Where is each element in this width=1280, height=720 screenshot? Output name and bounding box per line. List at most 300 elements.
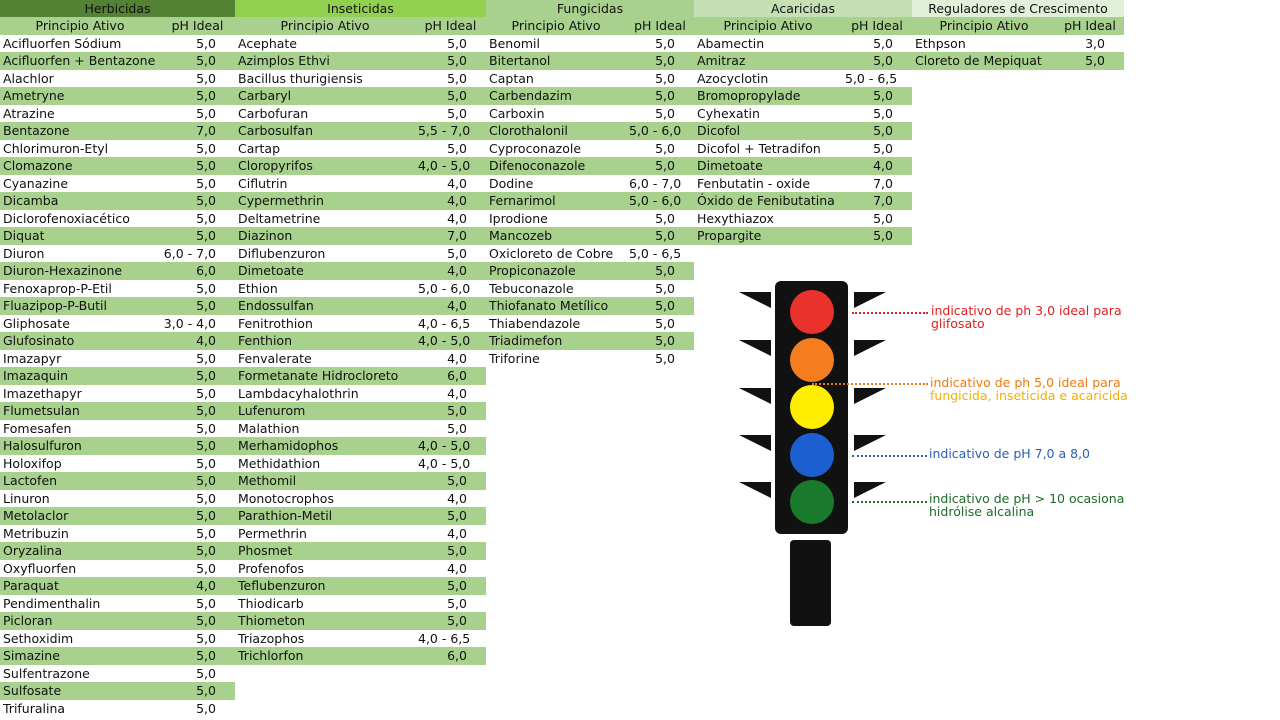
active-ingredient: Carboxin xyxy=(489,105,545,121)
table-row xyxy=(0,385,235,403)
table-row xyxy=(694,192,912,210)
active-ingredient: Mancozeb xyxy=(489,228,553,243)
note-red xyxy=(931,304,1122,330)
active-ingredient: Dimetoate xyxy=(238,263,304,278)
active-ingredient: Cyhexatin xyxy=(697,105,760,121)
table-row xyxy=(486,297,694,315)
ph-value: 5,0 xyxy=(447,543,467,558)
reguladores-rows xyxy=(912,35,1124,70)
table-row xyxy=(0,525,235,543)
ph-value: 5,0 xyxy=(196,508,216,523)
active-ingredient: Carbaryl xyxy=(238,88,292,103)
active-ingredient: Glufosinato xyxy=(3,333,75,348)
table-row xyxy=(694,210,912,228)
table-row xyxy=(235,402,486,420)
ph-value: 5,0 xyxy=(655,280,675,296)
table-row xyxy=(0,315,235,333)
inseticidas-header: Inseticidas xyxy=(235,0,486,17)
table-row xyxy=(235,612,486,630)
table-row xyxy=(235,595,486,613)
acaricidas-name-header: Principio Ativo xyxy=(723,18,813,33)
table-row xyxy=(486,157,694,175)
ph-value: 5,0 xyxy=(447,420,467,436)
active-ingredient: Phosmet xyxy=(238,543,293,558)
leader-green xyxy=(852,501,927,503)
active-ingredient: Holoxifop xyxy=(3,455,62,471)
table-row xyxy=(486,140,694,158)
ph-value: 4,0 xyxy=(196,333,216,348)
inseticidas-name-header: Principio Ativo xyxy=(280,18,370,33)
active-ingredient: Benomil xyxy=(489,35,540,51)
ph-value: 5,0 xyxy=(196,228,216,243)
active-ingredient: Thiabendazole xyxy=(489,315,581,331)
reguladores-ph-header: pH Ideal xyxy=(1064,18,1116,33)
active-ingredient: Cartap xyxy=(238,140,281,156)
table-row xyxy=(235,577,486,595)
table-row xyxy=(0,612,235,630)
ph-value: 4,0 xyxy=(447,175,467,191)
ph-value: 6,0 - 7,0 xyxy=(163,245,216,261)
ph-value: 5,0 xyxy=(447,88,467,103)
table-row xyxy=(0,105,235,123)
active-ingredient: Oryzalina xyxy=(3,543,63,558)
table-row xyxy=(235,87,486,105)
ph-value: 5,0 xyxy=(196,630,216,646)
fin-left-5 xyxy=(739,482,771,522)
active-ingredient: Ametryne xyxy=(3,88,65,103)
ph-value: 5,0 xyxy=(196,700,216,716)
active-ingredient: Fenitrothion xyxy=(238,315,313,331)
table-row xyxy=(694,227,912,245)
table-row xyxy=(0,332,235,350)
ph-value: 5,0 xyxy=(655,298,675,313)
table-row xyxy=(0,35,235,53)
table-row xyxy=(0,157,235,175)
active-ingredient: Propiconazole xyxy=(489,263,576,278)
active-ingredient: Pendimenthalin xyxy=(3,595,101,611)
ph-value: 5,0 xyxy=(196,70,216,86)
ph-value: 5,0 xyxy=(196,140,216,156)
active-ingredient: Dicofol xyxy=(697,123,741,138)
ph-value: 7,0 xyxy=(196,123,216,138)
table-row xyxy=(486,280,694,298)
herbicidas-column xyxy=(0,0,235,717)
active-ingredient: Bacillus thurigiensis xyxy=(238,70,363,86)
ph-value: 5,0 xyxy=(196,193,216,208)
table-row xyxy=(694,52,912,70)
table-row xyxy=(486,315,694,333)
active-ingredient: Ciflutrin xyxy=(238,175,288,191)
ph-value: 6,0 xyxy=(196,263,216,278)
ph-value: 5,0 xyxy=(447,473,467,488)
table-row xyxy=(235,35,486,53)
ph-value: 5,0 xyxy=(655,158,675,173)
ph-value: 5,0 xyxy=(447,70,467,86)
table-row xyxy=(0,437,235,455)
active-ingredient: Acifluorfen Sódium xyxy=(3,35,122,51)
ph-value: 5,0 xyxy=(196,175,216,191)
ph-value: 5,0 - 6,0 xyxy=(629,193,682,208)
fin-left-2 xyxy=(739,340,771,380)
active-ingredient: Lactofen xyxy=(3,473,58,488)
table-row xyxy=(486,70,694,88)
ph-value: 4,0 xyxy=(873,158,893,173)
active-ingredient: Carbosulfan xyxy=(238,123,313,138)
table-row xyxy=(486,175,694,193)
table-row xyxy=(235,70,486,88)
inseticidas-subheader xyxy=(235,17,486,35)
reguladores-column xyxy=(912,0,1124,70)
ph-value: 5,0 xyxy=(196,53,216,68)
note-orange-line1: indicativo de ph 5,0 ideal para xyxy=(930,375,1121,390)
table-row xyxy=(0,560,235,578)
table-row xyxy=(486,122,694,140)
active-ingredient: Propargite xyxy=(697,228,762,243)
herbicidas-ph-header: pH Ideal xyxy=(171,18,224,33)
active-ingredient: Picloran xyxy=(3,613,53,628)
ph-value: 5,0 - 6,5 xyxy=(845,70,898,86)
ph-value: 5,0 xyxy=(873,53,893,68)
active-ingredient: Deltametrine xyxy=(238,210,321,226)
active-ingredient: Fenoxaprop-P-Etil xyxy=(3,280,112,296)
active-ingredient: Metribuzin xyxy=(3,525,69,541)
active-ingredient: Imazaquin xyxy=(3,368,68,383)
herbicidas-name-header: Principio Ativo xyxy=(35,18,125,33)
table-row xyxy=(235,210,486,228)
ph-value: 5,0 xyxy=(196,158,216,173)
active-ingredient: Difenoconazole xyxy=(489,158,586,173)
ph-value: 4,0 - 5,0 xyxy=(418,158,471,173)
note-red-line1: indicativo de ph 3,0 ideal para xyxy=(931,303,1122,318)
active-ingredient: Clorothalonil xyxy=(489,123,568,138)
active-ingredient: Fenthion xyxy=(238,333,292,348)
ph-value: 5,0 xyxy=(873,105,893,121)
table-row xyxy=(694,175,912,193)
table-row xyxy=(235,245,486,263)
ph-value: 3,0 xyxy=(1085,35,1105,51)
table-row xyxy=(486,192,694,210)
ph-value: 5,0 xyxy=(196,403,216,418)
table-row xyxy=(486,105,694,123)
ph-value: 5,0 xyxy=(196,350,216,366)
table-row xyxy=(486,227,694,245)
herbicidas-rows xyxy=(0,35,235,718)
ph-value: 5,0 xyxy=(655,70,675,86)
table-row xyxy=(235,157,486,175)
table-row xyxy=(235,560,486,578)
ph-value: 5,0 xyxy=(655,333,675,348)
fin-right-3 xyxy=(854,388,886,428)
note-orange xyxy=(930,376,1128,402)
table-row xyxy=(0,595,235,613)
ph-value: 5,0 xyxy=(196,665,216,681)
active-ingredient: Fenbutatin - oxide xyxy=(697,175,811,191)
ph-value: 7,0 xyxy=(873,193,893,208)
ph-value: 5,0 xyxy=(196,210,216,226)
active-ingredient: Bitertanol xyxy=(489,53,551,68)
table-row xyxy=(235,52,486,70)
table-row xyxy=(235,297,486,315)
table-row xyxy=(0,175,235,193)
ph-value: 5,0 xyxy=(196,648,216,663)
ph-value: 5,0 - 6,0 xyxy=(418,280,471,296)
active-ingredient: Clomazone xyxy=(3,158,73,173)
table-row xyxy=(235,437,486,455)
ph-value: 5,0 xyxy=(196,543,216,558)
table-row xyxy=(0,700,235,718)
traffic-light-pole xyxy=(790,540,831,626)
ph-value: 5,0 xyxy=(873,35,893,51)
active-ingredient: Endossulfan xyxy=(238,298,314,313)
ph-value: 4,0 xyxy=(447,490,467,506)
table-row xyxy=(0,227,235,245)
table-row xyxy=(694,105,912,123)
active-ingredient: Dodine xyxy=(489,175,534,191)
active-ingredient: Alachlor xyxy=(3,70,54,86)
active-ingredient: Cloreto de Mepiquat xyxy=(915,53,1042,68)
active-ingredient: Carbofuran xyxy=(238,105,309,121)
ph-value: 5,0 xyxy=(196,88,216,103)
acaricidas-rows xyxy=(694,35,912,245)
active-ingredient: Monotocrophos xyxy=(238,490,334,506)
active-ingredient: Hexythiazox xyxy=(697,210,774,226)
table-row xyxy=(0,647,235,665)
active-ingredient: Linuron xyxy=(3,490,50,506)
ph-value: 5,0 xyxy=(447,53,467,68)
ph-value: 5,0 xyxy=(447,613,467,628)
active-ingredient: Diuron xyxy=(3,245,45,261)
active-ingredient: Sethoxidim xyxy=(3,630,74,646)
active-ingredient: Atrazine xyxy=(3,105,55,121)
note-green xyxy=(929,492,1124,518)
active-ingredient: Methomil xyxy=(238,473,297,488)
table-row xyxy=(235,420,486,438)
active-ingredient: Paraquat xyxy=(3,578,59,593)
active-ingredient: Bentazone xyxy=(3,123,70,138)
ph-value: 5,0 xyxy=(447,140,467,156)
ph-value: 5,0 xyxy=(655,53,675,68)
ph-value: 5,0 xyxy=(196,280,216,296)
active-ingredient: Parathion-Metil xyxy=(238,508,333,523)
table-row xyxy=(0,280,235,298)
ph-value: 5,0 xyxy=(655,140,675,156)
table-row xyxy=(235,630,486,648)
ph-value: 5,0 xyxy=(655,263,675,278)
active-ingredient: Fenvalerate xyxy=(238,350,312,366)
table-row xyxy=(486,245,694,263)
ph-value: 5,0 xyxy=(873,210,893,226)
table-row xyxy=(0,210,235,228)
active-ingredient: Ethion xyxy=(238,280,278,296)
active-ingredient: Dimetoate xyxy=(697,158,763,173)
ph-value: 5,0 xyxy=(196,595,216,611)
active-ingredient: Imazapyr xyxy=(3,350,62,366)
ph-value: 4,0 xyxy=(447,193,467,208)
ph-value: 5,0 xyxy=(655,350,675,366)
active-ingredient: Azimplos Ethvi xyxy=(238,53,330,68)
active-ingredient: Ethpson xyxy=(915,35,966,51)
ph-value: 5,0 xyxy=(196,385,216,401)
table-row xyxy=(235,227,486,245)
herbicidas-subheader xyxy=(0,17,235,35)
active-ingredient: Diflubenzuron xyxy=(238,245,326,261)
ph-value: 4,0 xyxy=(447,525,467,541)
active-ingredient: Cyanazine xyxy=(3,175,69,191)
ph-value: 5,0 xyxy=(196,683,216,698)
fin-left-3 xyxy=(739,388,771,428)
ph-value: 5,0 xyxy=(196,613,216,628)
table-row xyxy=(235,385,486,403)
fungicidas-subheader xyxy=(486,17,694,35)
table-row xyxy=(0,192,235,210)
table-row xyxy=(486,87,694,105)
active-ingredient: Fernarimol xyxy=(489,193,556,208)
ph-value: 4,0 xyxy=(447,560,467,576)
active-ingredient: Sulfosate xyxy=(3,683,62,698)
active-ingredient: Thiofanato Metílico xyxy=(489,298,609,313)
table-row xyxy=(0,630,235,648)
active-ingredient: Lambdacyhalothrin xyxy=(238,385,359,401)
ph-value: 5,0 xyxy=(447,105,467,121)
active-ingredient: Permethrin xyxy=(238,525,307,541)
note-red-line2: glifosato xyxy=(931,316,985,331)
active-ingredient: Metolaclor xyxy=(3,508,69,523)
table-row xyxy=(694,35,912,53)
active-ingredient: Oxyfluorfen xyxy=(3,560,77,576)
table-row xyxy=(0,665,235,683)
active-ingredient: Thiodicarb xyxy=(238,595,304,611)
table-row xyxy=(0,262,235,280)
table-row xyxy=(235,105,486,123)
table-row xyxy=(486,350,694,368)
fin-right-2 xyxy=(854,340,886,380)
acaricidas-header: Acaricidas xyxy=(694,0,912,17)
ph-value: 5,0 xyxy=(655,88,675,103)
table-row xyxy=(235,507,486,525)
ph-value: 4,0 xyxy=(447,385,467,401)
table-row xyxy=(0,542,235,560)
ph-value: 3,0 - 4,0 xyxy=(163,315,216,331)
active-ingredient: Gliphosate xyxy=(3,315,70,331)
table-row xyxy=(0,682,235,700)
table-row xyxy=(235,455,486,473)
ph-value: 4,0 - 5,0 xyxy=(418,438,471,453)
table-row xyxy=(0,52,235,70)
active-ingredient: Fluazipop-P-Butil xyxy=(3,298,107,313)
table-row xyxy=(694,122,912,140)
active-ingredient: Diuron-Hexazinone xyxy=(3,263,123,278)
table-row xyxy=(235,315,486,333)
table-row xyxy=(912,52,1124,70)
table-row xyxy=(0,367,235,385)
reguladores-subheader xyxy=(912,17,1124,35)
active-ingredient: Trichlorfon xyxy=(238,648,304,663)
active-ingredient: Triforine xyxy=(489,350,540,366)
fin-left-1 xyxy=(739,292,771,332)
acaricidas-column xyxy=(694,0,912,245)
table-row xyxy=(235,542,486,560)
active-ingredient: Bromopropylade xyxy=(697,88,801,103)
table-row xyxy=(0,472,235,490)
note-orange-line2: fungicida, inseticida e acaricida xyxy=(930,388,1128,403)
active-ingredient: Acephate xyxy=(238,35,298,51)
ph-value: 4,0 xyxy=(447,263,467,278)
table-row xyxy=(486,210,694,228)
note-blue xyxy=(929,447,1090,460)
table-row xyxy=(235,192,486,210)
reguladores-header: Reguladores de Crescimento xyxy=(912,0,1124,17)
fin-left-4 xyxy=(739,435,771,475)
lamp-orange xyxy=(790,338,834,382)
ph-value: 6,0 - 7,0 xyxy=(629,175,682,191)
ph-value: 5,0 xyxy=(447,508,467,523)
active-ingredient: Chlorimuron-Etyl xyxy=(3,140,109,156)
reguladores-name-header: Principio Ativo xyxy=(939,18,1029,33)
ph-value: 6,0 xyxy=(447,368,467,383)
lamp-red xyxy=(790,290,834,334)
lamp-yellow xyxy=(790,385,834,429)
ph-value: 5,0 xyxy=(196,368,216,383)
ph-value: 5,0 xyxy=(873,140,893,156)
active-ingredient: Thiometon xyxy=(238,613,306,628)
table-row xyxy=(235,367,486,385)
table-row xyxy=(486,262,694,280)
ph-value: 4,0 - 5,0 xyxy=(418,455,471,471)
table-row xyxy=(235,122,486,140)
table-row xyxy=(694,140,912,158)
active-ingredient: Lufenurom xyxy=(238,403,306,418)
ph-value: 6,0 xyxy=(447,648,467,663)
ph-value: 5,0 xyxy=(873,123,893,138)
table-row xyxy=(0,455,235,473)
active-ingredient: Acifluorfen + Bentazone xyxy=(3,53,156,68)
ph-value: 4,0 - 5,0 xyxy=(418,333,471,348)
table-row xyxy=(235,140,486,158)
table-row xyxy=(0,140,235,158)
ph-value: 5,0 xyxy=(196,105,216,121)
active-ingredient: Abamectin xyxy=(697,35,765,51)
active-ingredient: Cyproconazole xyxy=(489,140,582,156)
table-row xyxy=(0,87,235,105)
lamp-green xyxy=(790,480,834,524)
ph-value: 5,0 xyxy=(196,420,216,436)
ph-value: 5,0 xyxy=(196,438,216,453)
active-ingredient: Diclorofenoxiacético xyxy=(3,210,130,226)
table-row xyxy=(0,350,235,368)
ph-value: 5,0 xyxy=(655,105,675,121)
acaricidas-ph-header: pH Ideal xyxy=(851,18,903,33)
ph-value: 5,0 xyxy=(196,490,216,506)
note-green-line2: hidrólise alcalina xyxy=(929,504,1035,519)
ph-value: 4,0 - 6,5 xyxy=(418,630,471,646)
ph-value: 4,0 - 6,5 xyxy=(418,315,471,331)
active-ingredient: Formetanate Hidrocloreto xyxy=(238,368,399,383)
ph-value: 5,0 xyxy=(1085,53,1105,68)
table-row xyxy=(694,70,912,88)
active-ingredient: Merhamidophos xyxy=(238,438,339,453)
table-row xyxy=(235,350,486,368)
fungicidas-rows xyxy=(486,35,694,368)
active-ingredient: Flumetsulan xyxy=(3,403,80,418)
table-row xyxy=(235,472,486,490)
active-ingredient: Profenofos xyxy=(238,560,305,576)
table-row xyxy=(0,122,235,140)
active-ingredient: Óxido de Fenibutatina xyxy=(697,193,835,208)
ph-value: 5,0 xyxy=(196,473,216,488)
herbicidas-header: Herbicidas xyxy=(0,0,235,17)
leader-red xyxy=(852,312,928,314)
table-row xyxy=(0,245,235,263)
